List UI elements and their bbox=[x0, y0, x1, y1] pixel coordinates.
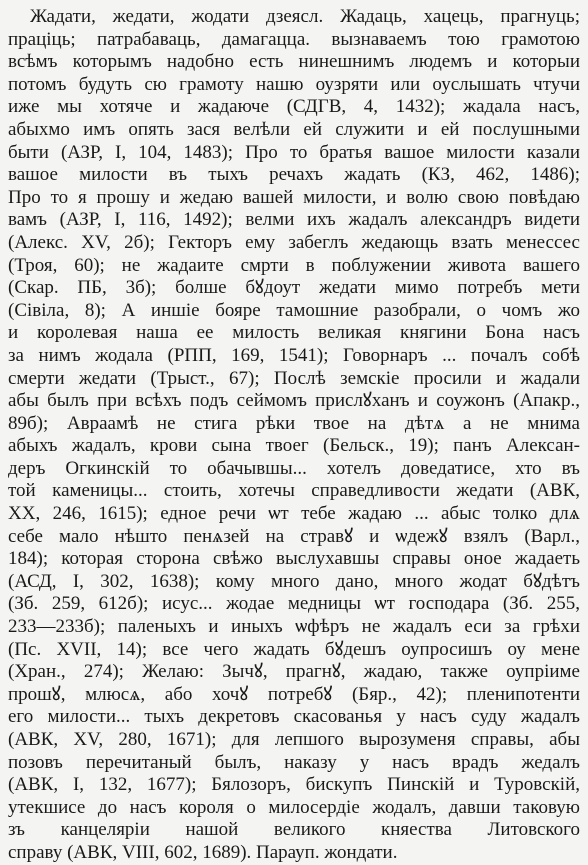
entry-line-4: потомъ будуть сю грамоту нашю оузряти или оуслышать чтучи bbox=[8, 73, 580, 95]
entry-line-34: позовъ перечитаный былъ, наказу у насъ врадъ жедалъ bbox=[8, 751, 580, 773]
entry-line-29: (Пс. XVII, 14); все чего жадать бꙋдешъ оупросишъ оу мене bbox=[8, 638, 580, 660]
entry-line-10: вамъ (АЗР, I, 116, 1492); велми ихъ жадалъ александръ видети bbox=[8, 209, 580, 231]
entry-line-11: (Алекс. XV, 2б); Гекторъ ему забеглъ жедающь взать менессес bbox=[8, 231, 580, 253]
entry-line-15: и королевая наша ее милость великая княгини Бона насъ bbox=[8, 322, 580, 344]
entry-line-27: (Зб. 259, 612б); исус... жодае медницы ѡт господара (Зб. 255, bbox=[8, 593, 580, 615]
entry-line-18: абы былъ при всѣхъ подъ сеймомъ прислꙋханъ и соужонъ (Апакр., bbox=[8, 390, 580, 412]
entry-line-14: (Сiвiла, 8); А иншiе бояре тамошние разобрали, о чомъ жо bbox=[8, 299, 580, 321]
entry-line-38: справу (АВК, VIII, 602, 1689). Парауп. жондати. bbox=[8, 841, 398, 863]
entry-line-35: (АВК, I, 132, 1677); Бялозоръ, бискупъ Пинскiй и Туровскiй, bbox=[8, 774, 580, 796]
entry-line-31: прошꙋ, млюсѧ, або хочꙋ потребꙋ (Бяр., 42); пленипотенти bbox=[8, 683, 580, 705]
entry-line-16: за нимъ жодала (РПП, 169, 1541); Говорнаръ ... почалъ собѣ bbox=[8, 344, 580, 366]
entry-line-21: деръ Огкинскiй то обачывшы... хотелъ доведатисе, хто въ bbox=[8, 457, 580, 479]
entry-line-6: абыхмо имъ опять зася велѣли ей служити и ей послушными bbox=[8, 118, 580, 140]
entry-line-20: абыхъ жадалъ, крови сына твоег (Бельск., 19); панъ Алексан- bbox=[8, 435, 580, 457]
entry-line-36: утекшисе до насъ короля о милосердiе жодалъ, давши таковую bbox=[8, 796, 580, 818]
entry-line-7: быти (АЗР, I, 104, 1483); Про то братья вашое милости казали bbox=[8, 141, 580, 163]
entry-line-9: Про то я прошу и жедаю вашей милости, и волю свою повѣдаю bbox=[8, 186, 580, 208]
entry-line-26: (АСД, I, 302, 1638); кому много дано, много жодат бꙋдѣтъ bbox=[8, 570, 580, 592]
entry-line-8: вашое милости въ тыхъ речахъ жадать (КЗ, 462, 1486); bbox=[8, 164, 580, 186]
entry-line-30: (Хран., 274); Желаю: Зычꙋ, прагнꙋ, жадаю, также оупрiиме bbox=[8, 661, 580, 683]
entry-line-33: (АВК, XV, 280, 1671); для лепшого вырозуменя справы, абы bbox=[8, 729, 580, 750]
entry-line-37: зъ канцелярiи нашой великого княества Литовского bbox=[8, 819, 580, 841]
entry-line-28: 233—233б); паленыхъ и иныхъ ѡфѣръ не жадалъ еси за грѣхи bbox=[8, 616, 580, 638]
entry-line-17: смерти жедати (Трыст., 67); Послѣ земскiе просили и жадали bbox=[8, 367, 580, 389]
entry-line-1: Жадати, жедати, жодати дзеясл. Жадаць, хацець, прагнуць; bbox=[30, 6, 580, 27]
entry-line-25: 184); которая сторона свѣжо выслухавшы справы оное жадаеть bbox=[8, 548, 580, 570]
entry-line-5: иже мы хотяче и жадаюче (СДГВ, 4, 1432); жадала насъ, bbox=[8, 96, 580, 118]
entry-line-22: той каменицы... стоить, хотечы справедливости жедати (АВК, bbox=[8, 480, 580, 502]
entry-line-19: 89б); Авраамѣ не стига рѣки твое на дѣтѧ а не мнима bbox=[8, 412, 580, 434]
entry-line-13: (Скар. ПБ, 3б); болше бꙋдоут жедати мимо потребъ мети bbox=[8, 277, 580, 299]
entry-line-2: працiць; патрабаваць, дамагацца. вызнаваемъ тою грамотою bbox=[8, 28, 580, 50]
entry-line-24: себе мало нѣшто пенѧзей на стравꙋ и ѡдежꙋ взялъ (Варл., bbox=[8, 525, 580, 547]
entry-line-23: XX, 246, 1615); едное речи ѡт тебе жадаю ... абыс толко длѧ bbox=[8, 503, 580, 525]
entry-line-12: (Троя, 60); не жадаите смрти в поблужении живота вашего bbox=[8, 254, 580, 276]
entry-line-32: его милости... тыхъ декретовъ скасованья у насъ суду жадалъ bbox=[8, 706, 580, 728]
entry-line-3: всѣмъ которымъ надобно есть нинешнимъ людемъ и которыи bbox=[8, 51, 580, 73]
